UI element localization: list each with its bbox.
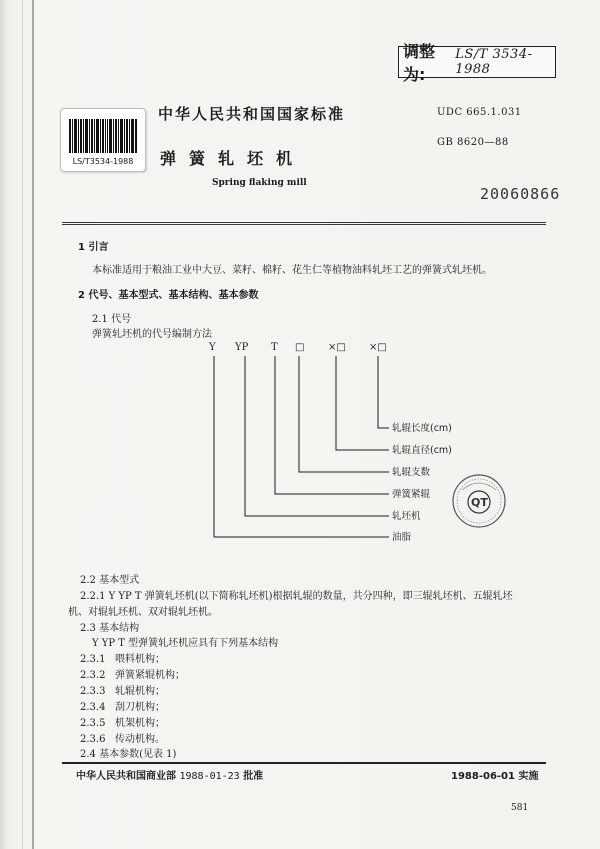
- list-item-text: 喂料机构；: [115, 654, 165, 665]
- barcode-number: LS/T3534-1988: [72, 157, 134, 166]
- list-item-text: 刮刀机构；: [115, 702, 165, 713]
- barcode-icon: [69, 119, 137, 153]
- header-divider: [62, 222, 546, 223]
- standard-header: 中华人民共和国国家标准: [158, 105, 346, 123]
- section-2-2-1-text: 2.2.1 Y YP T 弹簧轧坯机(以下简称轧坯机)根据轧辊的数量，共分四种，即三辊轧坯机、五辊轧坯: [80, 591, 513, 602]
- code-diagram: [195, 338, 455, 548]
- seal-stamp-icon: [450, 472, 508, 530]
- list-item: [80, 730, 165, 745]
- list-item: [80, 650, 165, 665]
- footer-divider: [62, 762, 546, 764]
- list-item-text: 机架机构；: [115, 718, 165, 729]
- english-title: Spring flaking mill: [212, 178, 307, 188]
- correction-label: 调整为:: [403, 42, 436, 84]
- list-item: [80, 682, 165, 697]
- section-2-1-text: 弹簧轧坯机的代号编制方法: [92, 329, 212, 340]
- section-2-2-title: 2.2 基本型式: [80, 575, 140, 586]
- udc-code: UDC 665.1.031: [437, 107, 522, 118]
- footer-approval-word: 批准: [243, 771, 264, 782]
- label-length: 轧辊长度(cm): [392, 423, 452, 434]
- section-1-text: 本标准适用于粮油工业中大豆、菜籽、棉籽、花生仁等植物油料轧坯工艺的弹簧式轧坯机。: [92, 265, 492, 276]
- list-item: [80, 714, 165, 729]
- footer-effective-date: 1988-06-01 实施: [451, 771, 539, 782]
- connector-mill: [245, 356, 389, 516]
- serial-number: 20060866: [480, 185, 561, 203]
- barcode-sticker: [60, 108, 146, 172]
- section-1-title: 1 引言: [78, 242, 109, 253]
- section-2-title: 2 代号、基本型式、基本结构、基本参数: [78, 290, 259, 301]
- header-divider-second: [62, 224, 546, 225]
- list-item-text: 轧辊机构；: [115, 686, 165, 697]
- list-item-number: 2.3.1: [80, 654, 106, 665]
- label-diameter: 轧辊直径(cm): [392, 445, 452, 456]
- list-item-text: 传动机构。: [115, 734, 165, 745]
- correction-code: LS/T 3534-1988: [455, 47, 533, 77]
- section-2-3-title: 2.3 基本结构: [80, 623, 140, 634]
- section-2-2-1-continued: 机、对辊轧坯机、双对辊轧坯机。: [68, 607, 218, 618]
- list-item-number: 2.3.4: [80, 702, 106, 713]
- label-mill: 轧坯机: [392, 511, 421, 522]
- list-item-text: 弹簧紧辊机构；: [115, 670, 185, 681]
- section-2-4-title: 2.4 基本参数(见表 1): [80, 749, 177, 760]
- connector-length: [378, 356, 389, 428]
- correction-note: [398, 42, 556, 84]
- section-2-1-title: 2.1 代号: [92, 314, 132, 325]
- list-item: [80, 666, 185, 681]
- section-2-3-intro: Y YP T 型弹簧轧坯机应具有下列基本结构: [92, 638, 279, 649]
- list-item-number: 2.3.2: [80, 670, 106, 681]
- code-y: Y: [209, 342, 216, 353]
- footer-approval-date: 1988-01-23: [179, 771, 240, 782]
- footer-issuer-line: [76, 767, 263, 782]
- connector-oil: [214, 356, 389, 537]
- binding-shadow: [22, 0, 23, 849]
- list-item-number: 2.3.5: [80, 718, 106, 729]
- label-count: 轧辊支数: [392, 467, 431, 478]
- label-spring: 弹簧紧辊: [392, 489, 431, 500]
- list-item: [80, 698, 165, 713]
- stamp-text: QT: [471, 496, 488, 509]
- list-item-number: 2.3.3: [80, 686, 106, 697]
- label-oil: 油脂: [392, 532, 412, 543]
- connector-diameter: [336, 356, 389, 450]
- footer-issuer: 中华人民共和国商业部: [76, 771, 176, 782]
- code-t: T: [271, 342, 278, 353]
- code-yp: YP: [235, 342, 249, 353]
- code-box-2: ×□: [328, 342, 346, 353]
- connector-count: [299, 356, 389, 472]
- page-number: 581: [511, 803, 529, 813]
- code-box-1: □: [295, 342, 305, 353]
- page-title: 弹簧轧坯机: [160, 149, 306, 168]
- connector-spring: [275, 356, 389, 494]
- list-item-number: 2.3.6: [80, 734, 106, 745]
- gb-code: GB 8620—88: [437, 137, 509, 148]
- code-box-3: ×□: [369, 342, 387, 353]
- binding-line: [32, 0, 34, 849]
